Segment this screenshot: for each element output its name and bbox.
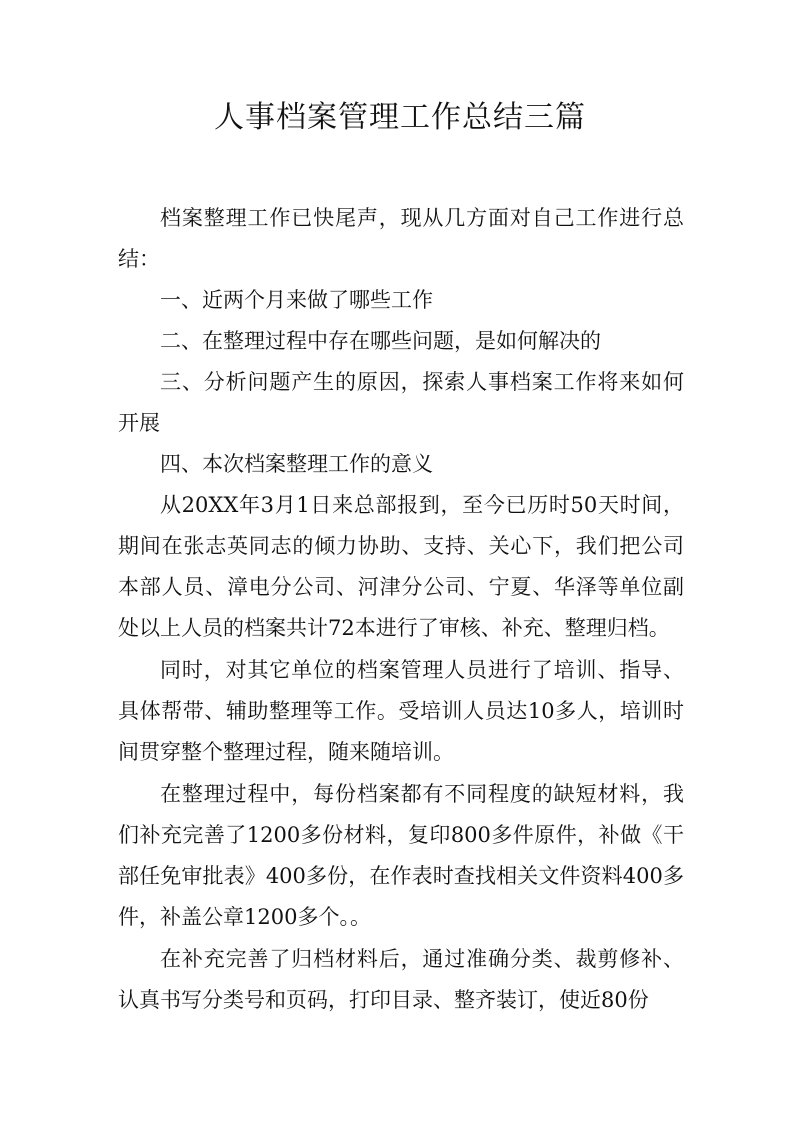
paragraph-intro: 档案整理工作已快尾声，现从几方面对自己工作进行总结： — [118, 206, 684, 271]
document-title: 人事档案管理工作总结三篇 — [214, 100, 586, 135]
paragraph-item-1: 一、近两个月来做了哪些工作 — [160, 288, 433, 312]
paragraph-archiving: 在补充完善了归档材料后，通过准确分类、裁剪修补、认真书写分类号和页码，打印目录、整齐装订，使近80份 — [118, 947, 684, 1012]
paragraph-materials: 在整理过程中，每份档案都有不同程度的缺短材料，我们补充完善了1200多份材料，复印800多件原件，补做《干部任免审批表》400多份，在作表时查找相关文件资料400多件，补盖公章1200多个。。 — [118, 782, 684, 929]
paragraph-item-2: 二、在整理过程中存在哪些问题，是如何解决的 — [160, 329, 601, 353]
paragraph-work-summary: 从20XX年3月1日来总部报到，至今已历时50天时间，期间在张志英同志的倾力协助、支持、关心下，我们把公司本部人员、漳电分公司、河津分公司、宁夏、华泽等单位副处以上人员的档案共计72本进行了审核、补充、整理归档。 — [118, 493, 684, 640]
paragraph-item-4: 四、本次档案整理工作的意义 — [160, 452, 433, 476]
paragraph-item-3: 三、分析问题产生的原因，探索人事档案工作将来如何开展 — [118, 370, 684, 435]
document-body — [118, 198, 684, 1021]
paragraph-training: 同时，对其它单位的档案管理人员进行了培训、指导、具体帮带、辅助整理等工作。受培训人员达10多人，培训时间贯穿整个整理过程，随来随培训。 — [118, 658, 684, 764]
